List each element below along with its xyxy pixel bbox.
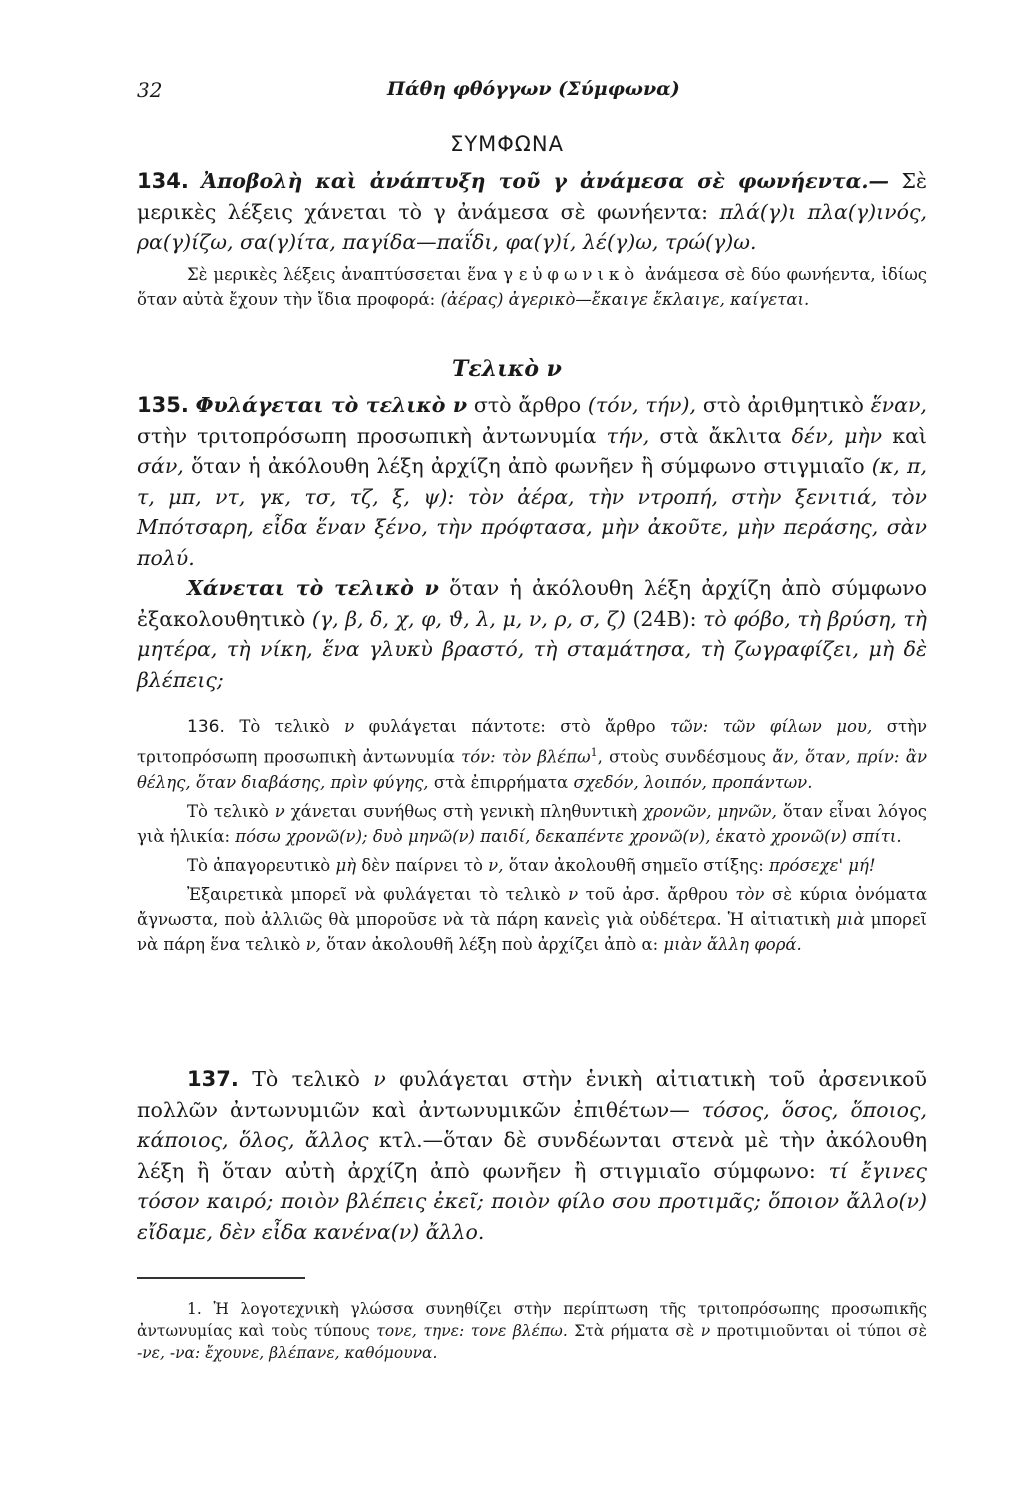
text: ὅταν ἀκολουθῆ λέξη ποὺ ἀρχίζει ἀπὸ α: (326, 934, 659, 954)
text: Ἡ λογοτεχνικὴ γλώσσα συνηθίζει στὴν περίπτωση τῆς τριτοπρόσωπης προσωπικῆς ἀντωνυμίας καὶ τοὺς τύπους (137, 1300, 927, 1340)
example: πόσω χρονῶ(ν); δυὸ μηνῶ(ν) παιδί, δεκαπέντε χρονῶ(ν), ἑκατὸ χρονῶ(ν) σπίτι. (235, 826, 902, 846)
text: Στὰ ρήματα σὲ (574, 1322, 695, 1340)
footnote-ref: 1 (590, 746, 598, 759)
example: ν, (305, 934, 321, 954)
text: στὸ ἀριθμητικὸ (702, 393, 864, 417)
example: τῶν: τῶν φίλων μου, (670, 717, 873, 736)
text: στὸ ἄρθρο (473, 393, 582, 417)
paragraph-number: 135. (137, 393, 189, 417)
examples: πλά(γ)ι πλα(γ)ινός, ρα(γ)ίζω, σα(γ)ίτα, παγίδα—παΐδι, φα(γ)ί, λέ(γ)ω, τρώ(γ)ω. (137, 199, 927, 254)
paragraph-134 (137, 166, 927, 312)
example: ν (274, 801, 285, 821)
note-text: ἀνάμεσα σὲ δύο φωνήεντα, ἰδίως ὅταν αὐτὰ ἔχουν τὴν ἴδια προφορά: (137, 264, 928, 309)
p135-second (137, 573, 927, 695)
text: καὶ (892, 423, 927, 448)
example: (τόν, τήν), (587, 393, 697, 417)
example: χρονῶν, μηνῶν, (643, 801, 777, 821)
text: τοῦ ἀρσ. ἄρθρου (585, 884, 728, 904)
text: στὰ ἄκλιτα (659, 423, 782, 448)
example: σάν, (137, 454, 184, 478)
note-examples: (ἀέρας) ἀγερικὸ—ἔκαιγε ἔκλαιγε, καίγεται. (440, 289, 810, 309)
text: φυλάγεται πάντοτε: στὸ ἄρθρο (368, 717, 656, 736)
note-text: Σὲ μερικὲς λέξεις ἀναπτύσσεται ἕνα γ (187, 264, 513, 284)
text: μπορεῖ νὰ πάρη ἕνα τελικὸ (137, 909, 927, 954)
example: ἄν, ὅταν, πρίν: ἂν θέλης, ὅταν διαβάσης, πρὶν φύγης, (137, 747, 927, 792)
p134-main (137, 166, 927, 258)
text: ὅταν ἡ ἀκόλουθη λέξη ἀρχίζη ἀπὸ σύμφωνο ἐξακολουθητικὸ (137, 576, 927, 631)
example: ν, (488, 855, 504, 875)
text: Ἐξαιρετικὰ μπορεῖ νὰ φυλάγεται τὸ τελικὸ (187, 884, 561, 904)
text: σὲ κύρια ὀνόματα ἄγνωστα, ποὺ ἀλλιῶς θὰ μποροῦσε νὰ τὰ πάρη κανεὶς γιὰ οὐδέτερα. Ἡ αἰτιατικὴ (137, 884, 927, 929)
text: Τὸ ἀπαγορευτικὸ (187, 855, 331, 875)
text: Τὸ τελικὸ (187, 801, 269, 821)
example: (κ, π, τ, μπ, ντ, γκ, τσ, τζ, ξ, ψ): τὸν ἀέρα, τὴν ντροπή, στὴν ξενιτιά, τὸν Μπότσαρη, εἶδα ἕναν ξένο, τὴν πρόφτασα, μὴν ἀκοῦτε, μὴν περάσης, σὰν πολύ. (137, 454, 927, 570)
example: σχεδόν, λοιπόν, προπάντων. (573, 772, 813, 792)
footnote (137, 1298, 927, 1364)
text: χάνεται συνήθως στὴ γενικὴ πληθυντικὴ (290, 801, 638, 821)
example: τί ἔγινες τόσον καιρό; ποιὸν βλέπεις ἐκεῖ; ποιὸν φίλο σου προτιμᾶς; ὅποιον ἄλλο(ν) εἴδαμε, δὲν εἶδα κανένα(ν) ἄλλο. (137, 1158, 927, 1244)
paragraph-137 (137, 1064, 927, 1247)
paragraph-number: 137. (187, 1067, 239, 1091)
text: προτιμιοῦνται οἱ τύποι σὲ (716, 1322, 927, 1340)
p136-c (137, 853, 927, 878)
page-number: 32 (137, 78, 163, 102)
text: φυλάγεται στὴν ἑνικὴ αἰτιατικὴ τοῦ ἀρσενικοῦ πολλῶν ἀντωνυμιῶν καὶ ἀντωνυμικῶν ἐπιθέτων— (137, 1067, 927, 1122)
footnote-number: 1. (187, 1300, 202, 1318)
example: ν (568, 884, 579, 904)
example: ν (344, 717, 355, 736)
example: μιὰ (836, 909, 865, 929)
p136-d (137, 882, 927, 957)
example: -νε, -να: ἔχουνε, βλέπανε, καθόμουνα. (137, 1344, 438, 1362)
running-header (137, 78, 917, 108)
cross-reference: (24Β): (632, 606, 697, 631)
subheading: Τελικὸ ν (452, 356, 562, 382)
paragraph-136 (137, 714, 927, 957)
example: τήν, (606, 423, 650, 448)
text: ὅταν ἡ ἀκόλουθη λέξη ἀρχίζη ἀπὸ φωνῆεν ἢ σύμφωνο στιγμιαῖο (191, 454, 865, 478)
text: κτλ.—ὅταν δὲ συνδέωνται στενὰ μὲ τὴν ἀκόλουθη λέξη ἢ ὅταν αὐτὴ ἀρχίζη ἀπὸ φωνῆεν ἢ στιγμιαῖο σύμφωνο: (137, 1128, 927, 1183)
paragraph-heading: Ἀποβολὴ καὶ ἀνάπτυξη τοῦ γ ἀνάμεσα σὲ φωνήεντα.— (201, 169, 890, 193)
example: τόσος, ὅσος, ὅποιος, κάποιος, ὅλος, ἄλλος (137, 1097, 927, 1152)
paragraph-number: 134. (137, 169, 189, 193)
example: τὸ φόβο, τὴ βρύση, τὴ μητέρα, τὴ νίκη, ἕνα γλυκὺ βραστό, τὴ σταμάτησα, τὴ ζωγραφίζει, μὴ δὲ βλέπεις; (137, 606, 927, 692)
example: τόν: τὸν βλέπω (461, 747, 591, 767)
example: δέν, μὴν (791, 423, 883, 448)
text: Τὸ τελικὸ (252, 1067, 360, 1091)
p136-b (137, 799, 927, 849)
paragraph-number: 136. (187, 717, 225, 737)
text: στὴν τριτοπρόσωπη προσωπικὴ ἀντωνυμία (137, 717, 928, 767)
text: , στοὺς συνδέσμους (597, 747, 767, 767)
p135-main (137, 390, 927, 573)
section-title: ΣΥΜΦΩΝΑ (450, 132, 564, 156)
footnote-text (137, 1298, 927, 1364)
footnote-divider (137, 1277, 305, 1279)
example: μὴ (335, 855, 357, 875)
example: πρόσεχε' μή! (769, 855, 876, 875)
example: (γ, β, δ, χ, φ, ϑ, λ, μ, ν, ρ, σ, ζ) (311, 606, 626, 631)
paragraph-heading: Χάνεται τὸ τελικὸ ν (187, 576, 439, 600)
paragraph-heading: Φυλάγεται τὸ τελικὸ ν (195, 393, 468, 417)
example: ν (373, 1067, 386, 1091)
paragraph-text: Σὲ μερικὲς λέξεις χάνεται τὸ γ ἀνάμεσα σὲ φωνήεντα: (137, 169, 927, 224)
text: Τὸ τελικὸ (239, 717, 330, 736)
example: τονε, τηνε: τονε βλέπω. (376, 1322, 568, 1340)
note-spaced-word: εὐφωνικὸ (518, 264, 640, 284)
example: ἕναν, (870, 393, 927, 417)
p134-note (137, 262, 927, 312)
running-title: Πάθη φθόγγων (Σύμφωνα) (387, 78, 680, 100)
example: τὸν (735, 884, 765, 904)
text: στὴν τριτοπρόσωπη προσωπικὴ ἀντωνυμία (137, 423, 597, 448)
text: δὲν παίρνει τὸ (361, 855, 483, 875)
text: ὅταν εἶναι λόγος γιὰ ἡλικία: (137, 801, 928, 846)
paragraph-135 (137, 390, 927, 695)
text: στὰ ἐπιρρήματα (433, 772, 569, 792)
p136-a (137, 714, 927, 795)
text: ὅταν ἀκολουθῆ σημεῖο στίξης: (508, 855, 764, 875)
p137-main (137, 1064, 927, 1247)
example: μιὰν ἄλλη φορά. (663, 934, 802, 954)
example: ν (700, 1322, 711, 1340)
